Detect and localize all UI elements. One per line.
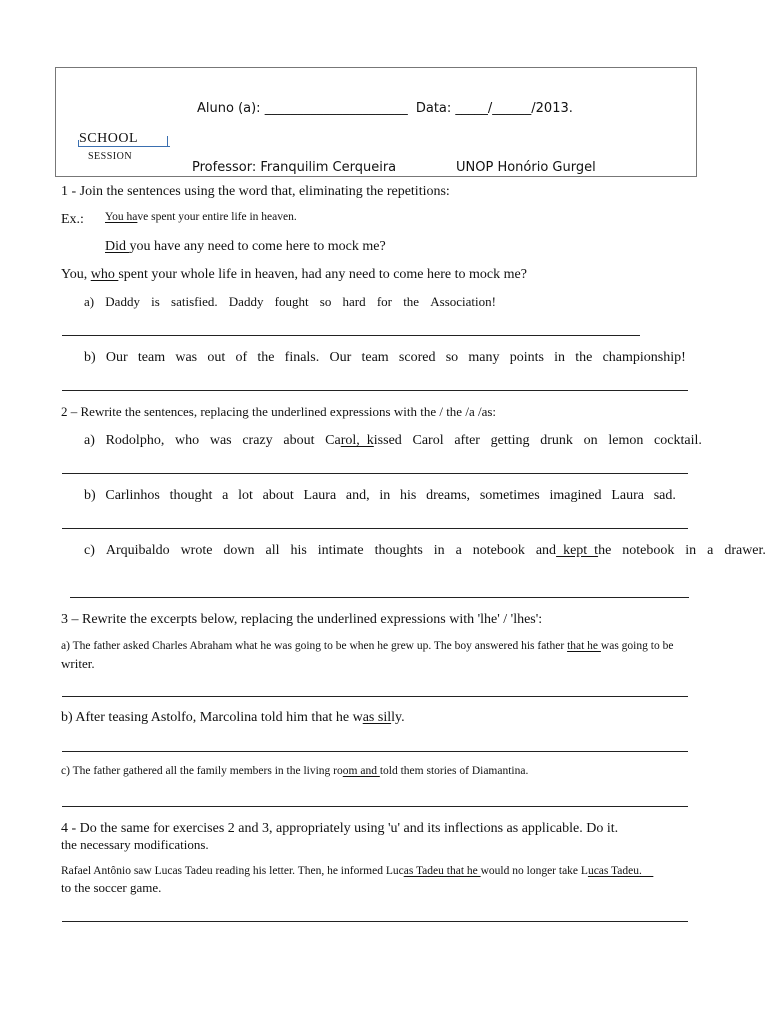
q3-item-b: b) After teasing Astolfo, Marcolina told him that he was silly.: [61, 710, 405, 725]
date-label: Data:: [415, 101, 452, 116]
q2-item-a: a) Rodolpho, who was crazy about Carol, kissed Carol after getting drunk on lemon cocktail.: [84, 433, 702, 448]
answer-line[interactable]: [62, 806, 688, 807]
student-blank: ______________________: [264, 101, 408, 116]
q1-ex-label: Ex.:: [61, 212, 84, 227]
q4-title: 4 - Do the same for exercises 2 and 3, appropriately using 'u' and its inflections as applicable. Do it.: [61, 821, 619, 836]
teacher-name: Professor: Franquilim Cerqueira: [192, 160, 397, 175]
answer-line[interactable]: [62, 751, 688, 752]
q3-title: 3 – Rewrite the excerpts below, replacing the underlined expressions with 'lhe' / 'lhes':: [61, 612, 543, 627]
q2-item-b: b) Carlinhos thought a lot about Laura and, in his dreams, sometimes imagined Laura sad.: [84, 488, 676, 503]
logo-rule: [78, 146, 170, 147]
answer-line[interactable]: [62, 528, 688, 529]
q4-item: Rafael Antônio saw Lucas Tadeu reading his letter. Then, he informed Lucas Tadeu that he would no longer take Lucas Tadeu.: [61, 865, 654, 877]
logo-school-text: SCHOOL: [79, 131, 139, 146]
q2-item-c: c) Arquibaldo wrote down all his intimate thoughts in a notebook and kept the notebook in a drawer.: [84, 543, 766, 558]
answer-line[interactable]: [62, 390, 688, 391]
q1-ex-line1: You have spent your entire life in heaven.: [105, 211, 297, 223]
q4-title-line2: the necessary modifications.: [61, 837, 209, 852]
answer-line[interactable]: [70, 597, 689, 598]
logo-bar: [167, 136, 168, 146]
school-name: UNOP Honório Gurgel: [456, 160, 596, 175]
q1-item-a: a) Daddy is satisfied. Daddy fought so hard for the Association!: [84, 294, 496, 309]
q1-ex-answer: You, who spent your whole life in heaven, had any need to come here to mock me?: [61, 267, 527, 282]
student-field[interactable]: [197, 101, 573, 116]
date-value: _____/______/2013.: [455, 101, 573, 116]
q3-item-a-line2: writer.: [61, 656, 95, 671]
q4-item-line2: to the soccer game.: [61, 880, 162, 895]
q1-title: 1 - Join the sentences using the word that, eliminating the repetitions:: [61, 184, 450, 199]
answer-line[interactable]: [62, 473, 688, 474]
logo-session-text: SESSION: [88, 151, 133, 162]
q1-item-b: b) Our team was out of the finals. Our team scored so many points in the championship!: [84, 350, 686, 365]
q1-ex-line2: Did you have any need to come here to mock me?: [105, 239, 386, 254]
answer-line[interactable]: [62, 335, 640, 336]
student-label: Aluno (a):: [197, 101, 261, 116]
q3-item-a: a) The father asked Charles Abraham what he was going to be when he grew up. The boy answered his father that he was going to be: [61, 640, 674, 652]
q2-title: 2 – Rewrite the sentences, replacing the underlined expressions with the / the /a /as:: [61, 404, 497, 419]
q3-item-c: c) The father gathered all the family members in the living room and told them stories of Diamantina.: [61, 765, 529, 777]
answer-line[interactable]: [62, 921, 688, 922]
answer-line[interactable]: [62, 696, 688, 697]
